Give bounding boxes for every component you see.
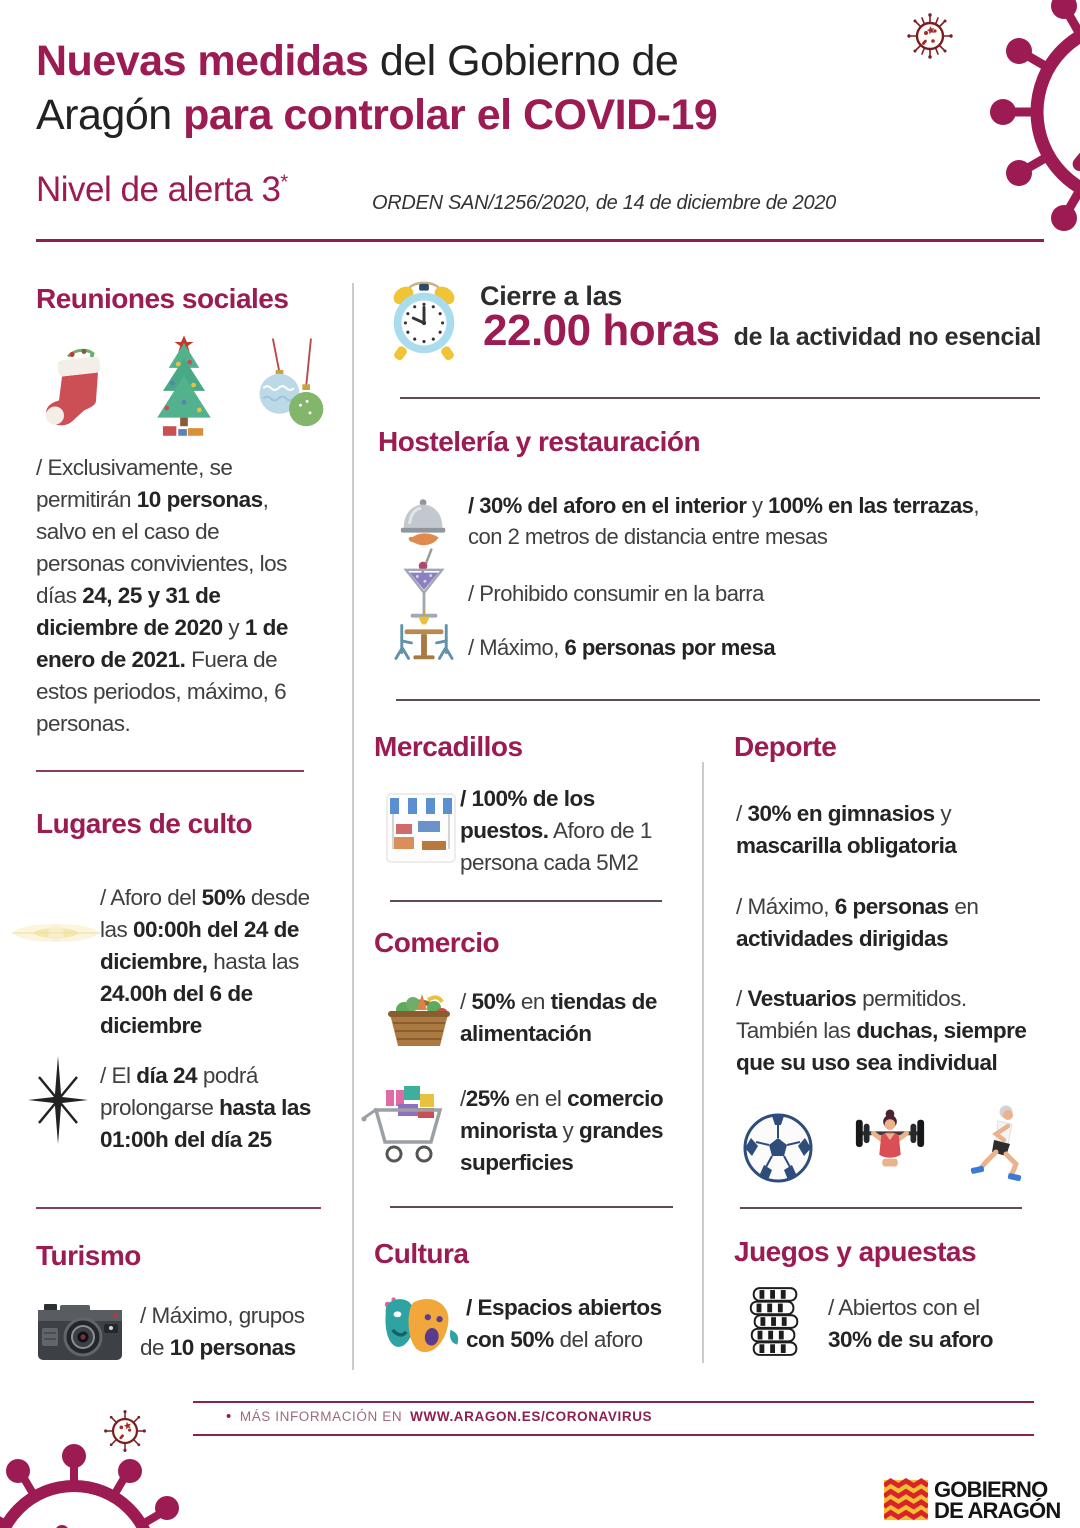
section-title-turismo: Turismo — [36, 1240, 141, 1271]
hosteleria-item-3: / Máximo, 6 personas por mesa — [468, 635, 776, 660]
culto-item-1: / Aforo del 50% desde las 00:00h del 24 de diciembre, hasta las 24.00h del 6 de diciembre — [100, 885, 310, 1038]
divider — [390, 1206, 673, 1208]
poker-chips-icon — [744, 1286, 806, 1358]
reuniones-body: / Exclusivamente, se permitirán 10 personas, salvo en el caso de personas convivientes, los días 24, 25 y 31 de diciembre de 2020 y 1 de enero de 2021. Fuera de estos periodos, máximo, 6 personas. — [36, 455, 288, 736]
alert-note-mark: * — [280, 171, 288, 194]
cultura-item: / Espacios abiertos con 50% del aforo — [466, 1295, 662, 1352]
deporte-icons-row — [742, 1104, 1030, 1184]
food-basket-icon — [382, 982, 456, 1052]
section-title-reuniones: Reuniones sociales — [36, 283, 289, 314]
section-title-cultura: Cultura — [374, 1238, 469, 1269]
closure-line — [483, 306, 1041, 356]
header-rule — [36, 239, 1044, 242]
footer-rule-bottom — [193, 1434, 1034, 1436]
comercio-item-2: /25% en el comercio minorista y grandes superficies — [460, 1086, 664, 1175]
juegos-item: / Abiertos con el 30% de su aforo — [828, 1295, 994, 1352]
logo-line-2: DE ARAGÓN — [934, 1498, 1061, 1523]
large-virus-icon — [985, 0, 1080, 252]
mercadillos-item: / 100% de los puestos. Aforo de 1 persona cada 5M2 — [460, 786, 652, 875]
soccer-ball-icon — [742, 1112, 814, 1184]
divider — [390, 900, 662, 902]
page-title: Nuevas medidas del Gobierno de Aragón para controlar el COVID-19 — [36, 37, 718, 139]
small-virus-icon — [905, 11, 955, 61]
divider — [740, 1207, 1022, 1209]
comercio-item-1: / 50% en tiendas de alimentación — [460, 989, 657, 1046]
more-info-label: MÁS INFORMACIÓN EN — [239, 1409, 403, 1424]
alert-level: Nivel de alerta 3* — [36, 170, 288, 209]
christmas-ornaments-icon — [250, 338, 330, 442]
section-title-juegos: Juegos y apuestas — [734, 1236, 977, 1267]
cloche-icon — [396, 492, 454, 550]
market-stall-icon — [384, 791, 458, 865]
camera-icon — [36, 1298, 124, 1362]
culto-item-2: / El día 24 podrá prolongarse hasta las 01:00h del día 25 — [100, 1063, 311, 1152]
sparkle-star-icon — [22, 1056, 94, 1144]
runner-icon — [966, 1104, 1030, 1184]
deporte-item-3: / Vestuarios permitidos. También las duchas, siempre que su uso sea individual — [736, 986, 1027, 1075]
more-info — [226, 1408, 652, 1425]
divider — [396, 699, 1040, 701]
footer-rule-top — [193, 1401, 1034, 1403]
shopping-cart-icon — [360, 1084, 458, 1168]
gobierno-aragon-logo — [884, 1477, 1060, 1523]
alarm-clock-icon — [380, 276, 468, 364]
order-reference: ORDEN SAN/1256/2020, de 14 de diciembre de 2020 — [372, 192, 836, 214]
section-title-mercadillos: Mercadillos — [374, 731, 523, 762]
aragon-flag-icon — [884, 1477, 928, 1523]
divider — [36, 1207, 321, 1209]
column-divider-right — [702, 762, 704, 1363]
divider — [36, 770, 304, 772]
deporte-item-1: / 30% en gimnasios y mascarilla obligatoria — [736, 801, 957, 858]
section-title-hosteleria: Hostelería y restauración — [378, 426, 701, 457]
turismo-item: / Máximo, grupos de 10 personas — [140, 1303, 305, 1360]
small-virus-icon — [102, 1408, 148, 1454]
section-title-deporte: Deporte — [734, 731, 837, 762]
section-title-comercio: Comercio — [374, 927, 500, 958]
theater-masks-icon — [376, 1290, 464, 1364]
closure-lead: Cierre a las — [480, 281, 622, 311]
christmas-tree-icon — [140, 332, 228, 442]
bullet-icon: • — [226, 1408, 232, 1425]
weightlifter-icon — [852, 1108, 928, 1184]
closure-time: 22.00 horas — [483, 306, 720, 355]
candle-glow-icon — [8, 895, 104, 971]
closure-tail: de la actividad no esencial — [733, 323, 1041, 351]
christmas-icons-row — [38, 332, 330, 442]
section-title-culto: Lugares de culto — [36, 808, 253, 839]
more-info-url[interactable]: WWW.ARAGON.ES/CORONAVIRUS — [410, 1409, 653, 1424]
table-chairs-icon — [392, 610, 456, 668]
hosteleria-item-2: / Prohibido consumir en la barra — [468, 581, 764, 606]
logo-line-1: GOBIERNO — [934, 1477, 1048, 1502]
deporte-item-2: / Máximo, 6 personas en actividades dirigidas — [736, 894, 979, 951]
christmas-stocking-icon — [38, 342, 118, 442]
hosteleria-item-1: / 30% del aforo en el interior y 100% en las terrazas, con 2 metros de distancia entre mesas — [468, 493, 980, 549]
divider — [400, 397, 1040, 399]
column-divider-left — [352, 283, 354, 1370]
